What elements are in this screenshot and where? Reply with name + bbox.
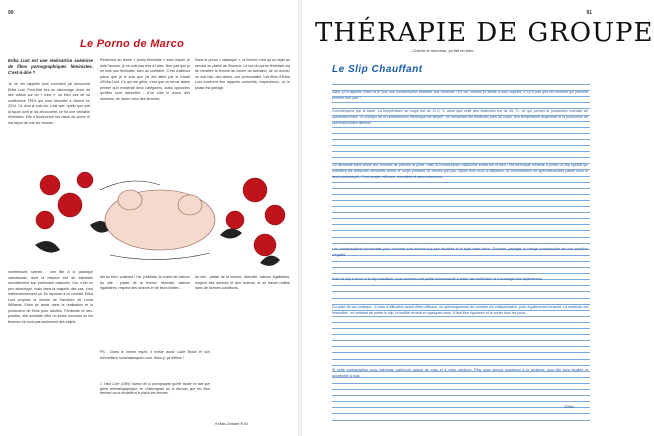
article-column: du site : plaisir de la femme, diversité, valeurs égalitaires, respect des actrices et des acteurs, et un travail réalisé dans de bonnes conditions. — [195, 275, 290, 290]
paragraph: Si cette contraception vous intéresse, parlez-en autour de vous et à votre médecin. Plus nous serons nombreux à la réclamer, plus elle sera étudiée et accessible à tous. — [332, 368, 588, 379]
ruled-line — [332, 84, 590, 85]
paragraph: Salut, je m'appelle Gilles et je suis une contraception destinée aux hommes ! Eh oui, comme je disais à mes copines, il n'y a pas que les femmes qui peuvent prendre leur part ! — [332, 90, 588, 101]
ruled-line — [332, 420, 590, 421]
left-page — [0, 0, 298, 436]
article-column: fait du bien, vraiment ! Ha, j'oubliais, la charte de valeurs du site : plaisir de la femme, diversité, valeurs égalitaires, respect des acteurs et de leurs limites... — [100, 275, 190, 290]
paragraph: Commençons par la base. La température du corps est de 37,0 °C alors que celle des testicules est de 35 °C, ce qui permet la production normale de spermatozoïdes. Le principe de la contraception thermique est simple : en remontant les testicules près du corps, leur température augmente et la production de spermatozoïdes diminue. — [332, 109, 588, 126]
intro-text: Erika Lust est une réalisatrice suédoise de films pornographiques féministes. C'est-à-dire ? — [8, 58, 93, 75]
page-subtitle: - Crache le morceau, ça fait du bien - — [410, 48, 476, 53]
page-number: 90 — [8, 10, 14, 16]
paragraph: On demande sans cesse aux femmes de prendre la pilule, mais la contraception masculine existe bel et bien ! Ma technique consiste à porter un slip spécial qui maintient les testicules remontés contre le corps pendant 15 heures par jour. Après trois mois d'utilisation, la concentration de spermatozoïdes passe sous le seuil contraceptif. C'est simple, efficace, réversible et sans hormones. — [332, 163, 588, 180]
author-credit: ● Marc-Antoine R.92 — [215, 422, 249, 426]
page-title: THÉRAPIE DE GROUPE — [315, 18, 654, 48]
ruled-line — [332, 365, 590, 366]
footnote: 1. Hard Core (1989) l'auteur de la pornographie qu'elle étudie en tant que genre cinématographique, en s'interrogeant sur le discours que ces films tiennent sur la sexualité et le plaisir des femmes. — [100, 382, 210, 395]
ruled-line — [332, 413, 590, 414]
section-title: Le Slip Chauffant — [332, 64, 423, 75]
paragraph: Les contraceptions hormonales pour hommes sont encore trop peu étudiées et le sujet reste tabou. Pourtant, partager la charge contraceptive est une question d'égalité. — [332, 247, 588, 258]
paragraph: Du point de vue pratique : 3 mois d'utilisation avant d'être efficace, un spermogramme de contrôle est indispensable, puis régulièrement ensuite. La méthode est réversible : en arrêtant de porter le slip, la fertilité revient en quelques mois. Il faut être rigoureux et le porter tous les jours. — [332, 305, 588, 316]
article-column: Je ne me rappelle plus comment j'ai découvert Erika Lust. Peut-être lors du visionnage d'une de ses vidéos sur un « tube », ou bien lors de sa conférence TEDx qui s'est déroulée à Vienne en 2014. Ce dont je suis sûr, c'est que, quelle que soit la façon dont je l'ai découverte, ce fut une véritable révélation. Elle a bouleversé ma vision du porno et ma façon de voir les choses... — [8, 82, 90, 125]
ruled-line — [332, 243, 590, 244]
signature: Gilles — [564, 404, 575, 409]
article-column: Dans le porno « classique », la femme n'est qu'un objet au service du plaisir de l'homme. Le but du porno féministe est de remettre la femme au centre du scénario, de lui donner un vrai rôle, des désirs, une personnalité. Les films d'Erika Lust montrent des rapports consentis, respectueux, où le plaisir est partagé. — [195, 58, 290, 90]
paragraph: Entre le slip à trous et le slip chauffant, nous sommes une petite communauté à tester ces méthodes et à échanger nos expériences. — [332, 277, 544, 281]
ruled-line — [332, 273, 590, 274]
section-title: Le Porno de Marco — [80, 38, 185, 50]
article-column: Revenons au terme « porno féministe » avec lequel, je dois l'avouer, je ne suis pas très à l'aise. Non pas que je ne sois pas féministe, bien au contraire. C'est d'ailleurs parce que je le suis que j'ai été attiré par le travail d'Erika Lust. Ce qui me gêne, c'est que ce terme laisse penser qu'il existerait deux catégories, aussi opposées qu'elles sont naturelles : d'un côté le porno des hommes, de l'autre celui des femmes. — [100, 58, 190, 101]
ruled-line — [332, 401, 590, 402]
ruled-line — [332, 407, 590, 408]
illustration — [30, 165, 290, 275]
figures — [105, 190, 215, 250]
postscript: PS : Dans le même esprit, il existe aussi Lucie Blush et son merveilleux luciemakesporn.com. Allez-y, ça défrise ! — [100, 350, 210, 360]
page-number: 91 — [586, 10, 592, 16]
article-column: nombreuses scènes : une fille à la plastique caricaturale, dont la mission est de satisfaire sexuellement son partenaire masculin. Oui, c'est un peu stéréotypé, mais dans la majorité des cas, c'est malheureusement ça. En réponse à ce constat, Erika Lust propose la lecture de Hardcore de Linda Williams. Erika se lance dans la réalisation et la production de films pour adultes. Féministe et sex-positive, elle souhaite offrir un porno nouveau où les femmes ne sont pas seulement des objets. — [8, 270, 93, 324]
